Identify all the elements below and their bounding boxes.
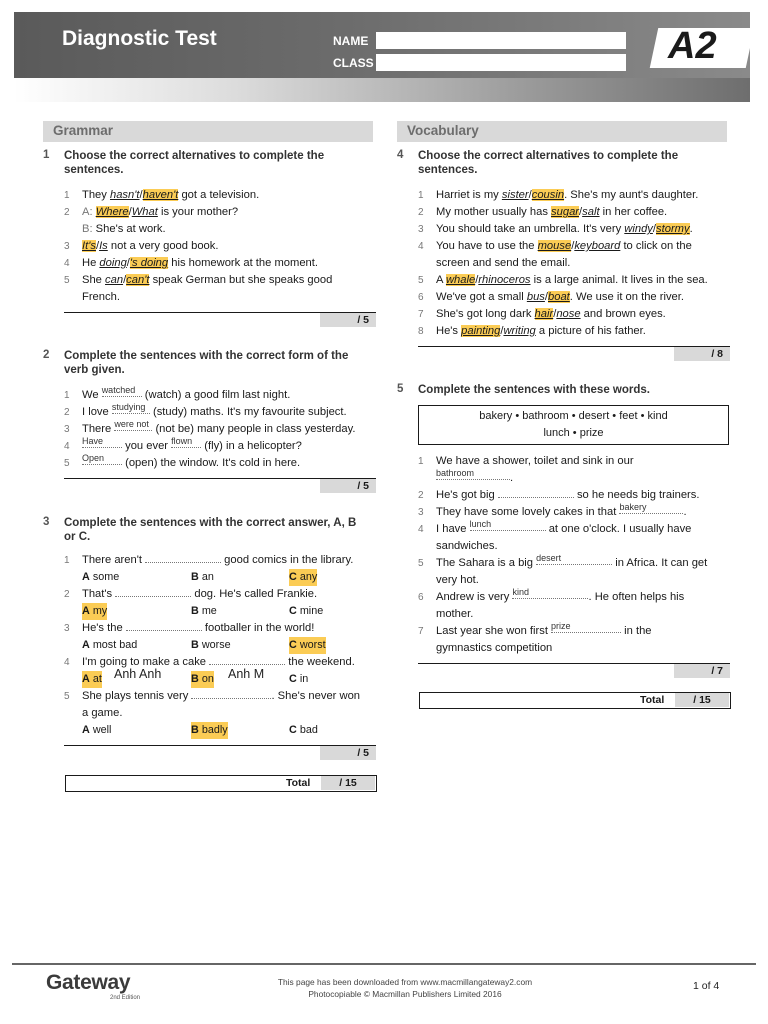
total-box: [419, 692, 731, 709]
option-a[interactable]: hair: [534, 308, 554, 320]
task-number: 1: [43, 149, 50, 161]
option-b[interactable]: cousin: [531, 189, 565, 201]
total-box: [65, 775, 377, 792]
handwritten-note: Anh M: [228, 667, 265, 681]
option-a[interactable]: mouse: [537, 240, 572, 252]
option-a[interactable]: A some: [82, 571, 120, 583]
option-a[interactable]: can: [105, 274, 124, 286]
answer-input[interactable]: studying: [111, 402, 146, 412]
task-title: Choose the correct alternatives to complete the sentences.: [64, 150, 325, 176]
task-score: / 5: [320, 479, 376, 493]
name-field[interactable]: [376, 32, 626, 49]
option-a[interactable]: sugar: [551, 206, 580, 218]
answer-input[interactable]: prize: [551, 621, 571, 631]
option-b[interactable]: Is: [99, 240, 108, 252]
level-text: A2: [668, 25, 717, 67]
total-score: / 15: [675, 693, 729, 707]
task-title: Choose the correct alternatives to complete the sentences.: [418, 150, 679, 176]
grammar-column: [43, 121, 373, 789]
answer-input[interactable]: watched: [101, 385, 136, 395]
option-b[interactable]: salt: [582, 206, 600, 218]
option-b[interactable]: nose: [556, 308, 581, 320]
handwritten-note: Anh Anh: [114, 667, 162, 681]
option-a[interactable]: Where: [95, 206, 129, 218]
answer-input[interactable]: lunch: [469, 519, 492, 529]
option-c[interactable]: C any: [289, 569, 317, 586]
option-a[interactable]: doing: [99, 257, 127, 269]
task-title: Complete the sentences with the correct answer, A, B or C.: [64, 517, 357, 543]
answer-input[interactable]: bakery: [619, 502, 647, 512]
task-score: / 8: [674, 347, 730, 361]
answer-input[interactable]: bathroom: [436, 468, 475, 478]
answer-input[interactable]: were not: [114, 419, 149, 429]
answer-input[interactable]: Have: [82, 436, 104, 446]
option-b[interactable]: B an: [191, 571, 214, 583]
options-row: [82, 667, 372, 688]
option-a[interactable]: windy: [624, 223, 653, 235]
option-a[interactable]: A my: [82, 603, 107, 620]
header-stripe: [14, 78, 750, 102]
option-a[interactable]: sister: [501, 189, 529, 201]
option-a[interactable]: A most bad: [82, 639, 138, 651]
edition-label: 2nd Edition: [110, 995, 141, 1001]
total-score: / 15: [321, 776, 375, 790]
header: [14, 12, 750, 102]
grammar-heading: Grammar: [43, 121, 373, 142]
answer-input[interactable]: desert: [536, 553, 562, 563]
class-label: CLASS: [333, 56, 374, 70]
gateway-logo: Gateway: [46, 971, 131, 994]
task-5: 5 Complete the sentences with these words. bakery • bathroom • desert • feet • kind lunch • prize 1 We have a shower, toilet and sink in our $^{bathroom}$ . 2 He's got big so he needs big trainers. 3 They have some lovely cakes in that $^{bakery}$ . 4 I have $^{lunch}$ at one o'clock. I usually have sandwiches. 5 The Sahara is a big $^{desert}$ in Africa. It can get very hot. 6 Andrew is very $^{kind}$ . He often helps his mother. 7 Last year she won first $^{prize}$ in the gymnastics competition / 7: [397, 383, 727, 703]
task-3: 3 Complete the sentences with the correct answer, A, B or C. 1 There aren't good comics in the library. A some B an C any 2 That's dog. He's called Frankie. A my B me C mine 3 He's the footballer in the world! A most bad B worse C worst 4 I'm going to make a cake the weekend. A at Anh Anh B on Anh M C in 5 She plays tennis very . She's never won a game. A well B badly C bad / 5: [43, 516, 373, 766]
total-label: Total: [640, 694, 665, 706]
option-c[interactable]: C mine: [289, 605, 324, 617]
footer-text: This page has been downloaded from www.macmillangateway2.com Photocopiable © Macmillan Publishers Limited 2016: [277, 977, 533, 999]
page-title: Diagnostic Test: [62, 27, 217, 50]
options-row: [82, 637, 372, 654]
option-b[interactable]: rhinoceros: [478, 274, 531, 286]
total-label: Total: [286, 777, 311, 789]
vocabulary-heading: Vocabulary: [397, 121, 727, 142]
class-field[interactable]: [376, 54, 626, 71]
option-c[interactable]: C worst: [289, 637, 326, 654]
task-title: Complete the sentences with these words.: [418, 384, 650, 396]
task-4: 4 Choose the correct alternatives to complete the sentences. 1 Harriet is my sister/cousin. She's my aunt's daughter. 2 My mother usually has sugar/salt in her coffee. 3 You should take an umbrella. It's very windy/stormy. 4 You have to use the mouse/keyboard to click on the screen and send the email. 5 A whale/rhinoceros is a large animal. It lives in the sea. 6 We've got a small bus/boat. We use it on the river. 7 She's got long dark hair/nose and brown eyes. 8 He's painting/writing a picture of his father. / 8: [397, 149, 727, 369]
answer-input[interactable]: kind: [512, 587, 529, 597]
task-title: Complete the sentences with the correct form of the verb given.: [64, 350, 349, 376]
task-score: / 5: [320, 746, 376, 760]
option-b[interactable]: 's doing: [129, 257, 169, 269]
page-number: 1 of 4: [693, 980, 720, 992]
option-b[interactable]: can't: [126, 274, 150, 286]
task-number: 5: [397, 383, 404, 395]
option-c[interactable]: C bad: [289, 724, 318, 736]
option-a[interactable]: A at: [82, 671, 102, 688]
task-number: 2: [43, 349, 50, 361]
task-number: 4: [397, 149, 404, 161]
footer-divider: [12, 963, 756, 965]
option-c[interactable]: C in: [289, 673, 309, 685]
word-box: bakery • bathroom • desert • feet • kind lunch • prize: [418, 405, 729, 445]
option-b[interactable]: writing: [503, 325, 536, 337]
option-b[interactable]: haven't: [142, 189, 179, 201]
option-a[interactable]: whale: [445, 274, 476, 286]
options-row: [82, 569, 372, 586]
option-b[interactable]: boat: [548, 291, 570, 303]
answer-input[interactable]: flown: [171, 436, 193, 446]
option-a[interactable]: bus: [526, 291, 545, 303]
option-b[interactable]: B worse: [191, 639, 231, 651]
task-number: 3: [43, 516, 50, 528]
task-2: 2 Complete the sentences with the correct form of the verb given. 1 We $^{watched}$ (watch) a good film last night. 2 I love $^{studying}$ (study) maths. It's my favourite subject. 3 There $^{were not}$ (not be) many people in class yesterday. 4 $^{Have}$ you ever $^{flown}$ (fly) in a helicopter? 5 $^{Open}$ (open) the window. It's cold in here. / 5: [43, 349, 373, 499]
task-score: / 5: [320, 313, 376, 327]
option-a[interactable]: hasn't: [109, 189, 140, 201]
option-a[interactable]: It's: [82, 240, 96, 252]
vocabulary-column: [397, 121, 727, 706]
option-b[interactable]: keyboard: [574, 240, 621, 252]
option-b[interactable]: What: [131, 206, 158, 218]
option-b[interactable]: B me: [191, 605, 217, 617]
option-a[interactable]: A well: [82, 724, 112, 736]
options-row: [82, 722, 372, 739]
answer-input[interactable]: Open: [82, 453, 105, 463]
options-row: [82, 603, 372, 620]
option-b[interactable]: B badly: [191, 722, 228, 739]
name-label: NAME: [333, 34, 369, 48]
task-1: 1 Choose the correct alternatives to complete the sentences. 1 They hasn't/haven't got a television. 2 A: Where/What is your mother? B: She's at work. 3 It's/Is not a very good book. 4 He doing/'s doing his homework at the moment. 5 She can/can't speak German but she speaks good French. / 5: [43, 149, 373, 339]
option-b[interactable]: B on: [191, 671, 214, 688]
option-b[interactable]: stormy: [656, 223, 690, 235]
option-a[interactable]: painting: [461, 325, 501, 337]
task-score: / 7: [674, 664, 730, 678]
